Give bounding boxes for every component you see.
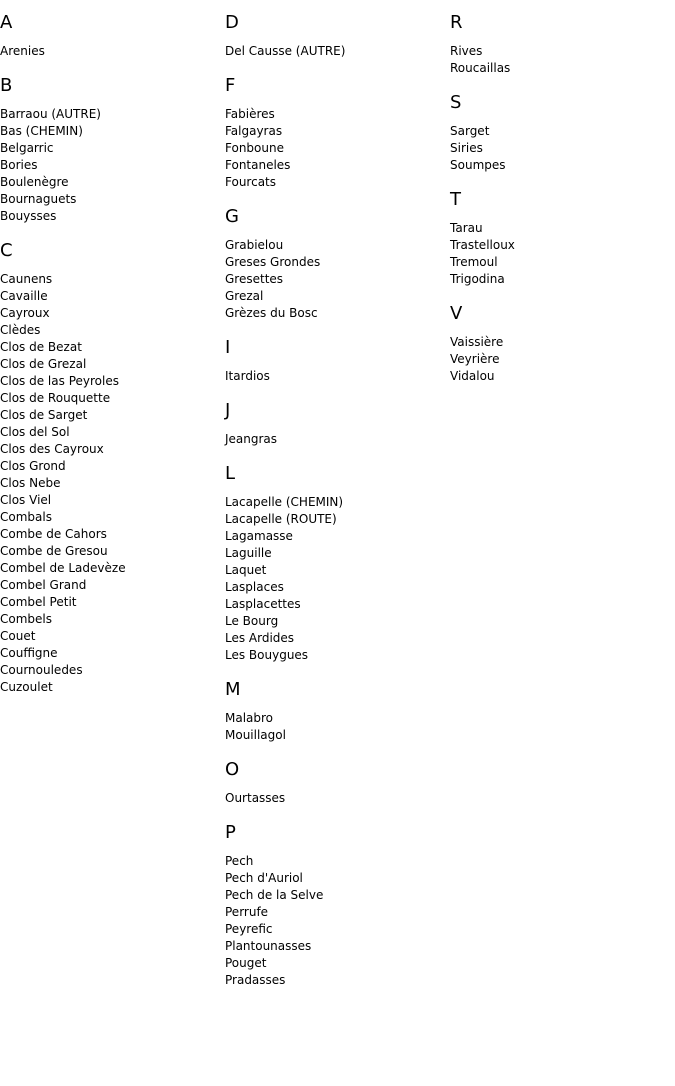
place-name-link[interactable]: Arenies — [0, 44, 45, 58]
place-name-link[interactable]: Clos Nebe — [0, 476, 61, 490]
place-name-link[interactable]: Lacapelle (ROUTE) — [225, 512, 337, 526]
letter-group-t — [450, 189, 665, 288]
place-name-link[interactable]: Sarget — [450, 124, 490, 138]
place-name-link[interactable]: Le Bourg — [225, 614, 279, 628]
name-list — [225, 237, 440, 322]
place-name-link[interactable]: Fabières — [225, 107, 275, 121]
place-name-link[interactable]: Cayroux — [0, 306, 50, 320]
place-name-link[interactable]: Falgayras — [225, 124, 283, 138]
place-name-link[interactable]: Boulenègre — [0, 175, 69, 189]
letter-heading: O — [225, 759, 240, 780]
place-name-link[interactable]: Les Ardides — [225, 631, 295, 645]
place-name-link[interactable]: Mouillagol — [225, 728, 286, 742]
place-name-link[interactable]: Les Bouygues — [225, 648, 309, 662]
name-list — [225, 710, 440, 744]
place-name-link[interactable]: Grabielou — [225, 238, 284, 252]
letter-heading: F — [225, 75, 236, 96]
name-list — [225, 43, 440, 60]
letter-group-b — [0, 75, 215, 225]
letter-group-r — [450, 12, 665, 77]
place-name-link[interactable]: Ourtasses — [225, 791, 286, 805]
letter-heading: L — [225, 463, 236, 484]
letter-group-o — [225, 759, 440, 807]
place-name-link[interactable]: Grèzes du Bosc — [225, 306, 318, 320]
place-name-link[interactable]: Clos de Bezat — [0, 340, 82, 354]
place-name-link[interactable]: Gresettes — [225, 272, 284, 286]
place-name-link[interactable]: Greses Grondes — [225, 255, 321, 269]
place-name-link[interactable]: Plantounasses — [225, 939, 312, 953]
place-name-link[interactable]: Couffigne — [0, 646, 58, 660]
name-list — [450, 334, 665, 385]
letter-heading: D — [225, 12, 239, 33]
place-name-link[interactable]: Combels — [0, 612, 52, 626]
place-name-link[interactable]: Clos de Sarget — [0, 408, 88, 422]
place-name-link[interactable]: Lacapelle (CHEMIN) — [225, 495, 344, 509]
letter-group-g — [225, 206, 440, 322]
letter-group-f — [225, 75, 440, 191]
place-name-link[interactable]: Bories — [0, 158, 38, 172]
place-name-link[interactable]: Clos des Cayroux — [0, 442, 104, 456]
place-name-link[interactable]: Bournaguets — [0, 192, 77, 206]
place-name-link[interactable]: Clèdes — [0, 323, 41, 337]
place-name-link[interactable]: Clos Grond — [0, 459, 66, 473]
place-name-link[interactable]: Rives — [450, 44, 483, 58]
letter-group-m — [225, 679, 440, 744]
place-name-link[interactable]: Pech d'Auriol — [225, 871, 303, 885]
name-list — [450, 220, 665, 288]
place-name-link[interactable]: Peyrefic — [225, 922, 273, 936]
letter-heading: J — [225, 400, 231, 421]
name-list — [225, 431, 440, 448]
name-list — [225, 106, 440, 191]
place-name-link[interactable]: Caunens — [0, 272, 53, 286]
place-name-link[interactable]: Malabro — [225, 711, 274, 725]
place-name-link[interactable]: Lagamasse — [225, 529, 293, 543]
name-list — [0, 106, 215, 225]
place-name-link[interactable]: Bouysses — [0, 209, 57, 223]
place-name-link[interactable]: Veyrière — [450, 352, 500, 366]
index-column-1 — [0, 12, 215, 711]
letter-group-v — [450, 303, 665, 385]
place-name-link[interactable]: Fourcats — [225, 175, 276, 189]
place-name-link[interactable]: Fontaneles — [225, 158, 291, 172]
place-name-link[interactable]: Laguille — [225, 546, 272, 560]
letter-heading: B — [0, 75, 13, 96]
name-list — [0, 43, 215, 60]
letter-heading: P — [225, 822, 236, 843]
letter-group-i — [225, 337, 440, 385]
letter-heading: S — [450, 92, 462, 113]
place-name-link[interactable]: Combel Grand — [0, 578, 87, 592]
name-list — [225, 853, 440, 989]
letter-group-l — [225, 463, 440, 664]
place-name-link[interactable]: Fonboune — [225, 141, 284, 155]
place-name-link[interactable]: Combe de Cahors — [0, 527, 107, 541]
place-name-link[interactable]: Vaissière — [450, 335, 504, 349]
letter-heading: C — [0, 240, 13, 261]
letter-heading: V — [450, 303, 463, 324]
place-name-link[interactable]: Tremoul — [450, 255, 498, 269]
place-name-link[interactable]: Bas (CHEMIN) — [0, 124, 83, 138]
place-name-link[interactable]: Lasplaces — [225, 580, 284, 594]
place-name-link[interactable]: Lasplacettes — [225, 597, 301, 611]
place-name-link[interactable]: Soumpes — [450, 158, 506, 172]
place-name-link[interactable]: Clos del Sol — [0, 425, 70, 439]
place-name-link[interactable]: Clos Viel — [0, 493, 52, 507]
place-name-link[interactable]: Trigodina — [450, 272, 505, 286]
place-name-link[interactable]: Pradasses — [225, 973, 286, 987]
place-name-link[interactable]: Cavaille — [0, 289, 48, 303]
place-name-link[interactable]: Laquet — [225, 563, 267, 577]
place-name-link[interactable]: Vidalou — [450, 369, 495, 383]
letter-heading: R — [450, 12, 463, 33]
letter-group-j — [225, 400, 440, 448]
letter-heading: G — [225, 206, 239, 227]
place-name-link[interactable]: Clos de las Peyroles — [0, 374, 119, 388]
place-name-link[interactable]: Grezal — [225, 289, 264, 303]
place-name-link[interactable]: Belgarric — [0, 141, 54, 155]
place-name-link[interactable]: Del Causse (AUTRE) — [225, 44, 346, 58]
letter-heading: M — [225, 679, 241, 700]
place-name-link[interactable]: Couet — [0, 629, 36, 643]
place-name-link[interactable]: Combel Petit — [0, 595, 77, 609]
place-name-link[interactable]: Cournouledes — [0, 663, 83, 677]
place-name-link[interactable]: Jeangras — [225, 432, 278, 446]
place-name-link[interactable]: Cuzoulet — [0, 680, 53, 694]
letter-group-a — [0, 12, 215, 60]
name-list — [450, 43, 665, 77]
letter-heading: A — [0, 12, 13, 33]
name-list — [225, 790, 440, 807]
place-name-link[interactable]: Trastelloux — [450, 238, 515, 252]
place-name-link[interactable]: Combe de Gresou — [0, 544, 108, 558]
place-name-link[interactable]: Tarau — [450, 221, 483, 235]
place-name-link[interactable]: Combals — [0, 510, 52, 524]
letter-heading: I — [225, 337, 231, 358]
place-name-link[interactable]: Combel de Ladevèze — [0, 561, 126, 575]
place-name-link[interactable]: Perrufe — [225, 905, 269, 919]
letter-group-s — [450, 92, 665, 174]
letter-group-p — [225, 822, 440, 989]
place-name-link[interactable]: Itardios — [225, 369, 270, 383]
place-name-link[interactable]: Pouget — [225, 956, 267, 970]
place-name-link[interactable]: Barraou (AUTRE) — [0, 107, 101, 121]
name-list — [0, 271, 215, 696]
index-column-2 — [225, 12, 440, 1004]
place-name-link[interactable]: Pech de la Selve — [225, 888, 324, 902]
place-name-link[interactable]: Roucaillas — [450, 61, 511, 75]
letter-heading: T — [450, 189, 461, 210]
index-column-3 — [450, 12, 665, 400]
letter-group-c — [0, 240, 215, 696]
name-list — [225, 494, 440, 664]
place-name-link[interactable]: Clos de Rouquette — [0, 391, 111, 405]
place-name-link[interactable]: Clos de Grezal — [0, 357, 87, 371]
place-name-link[interactable]: Pech — [225, 854, 254, 868]
letter-group-d — [225, 12, 440, 60]
name-list — [450, 123, 665, 174]
place-name-link[interactable]: Siries — [450, 141, 483, 155]
name-list — [225, 368, 440, 385]
